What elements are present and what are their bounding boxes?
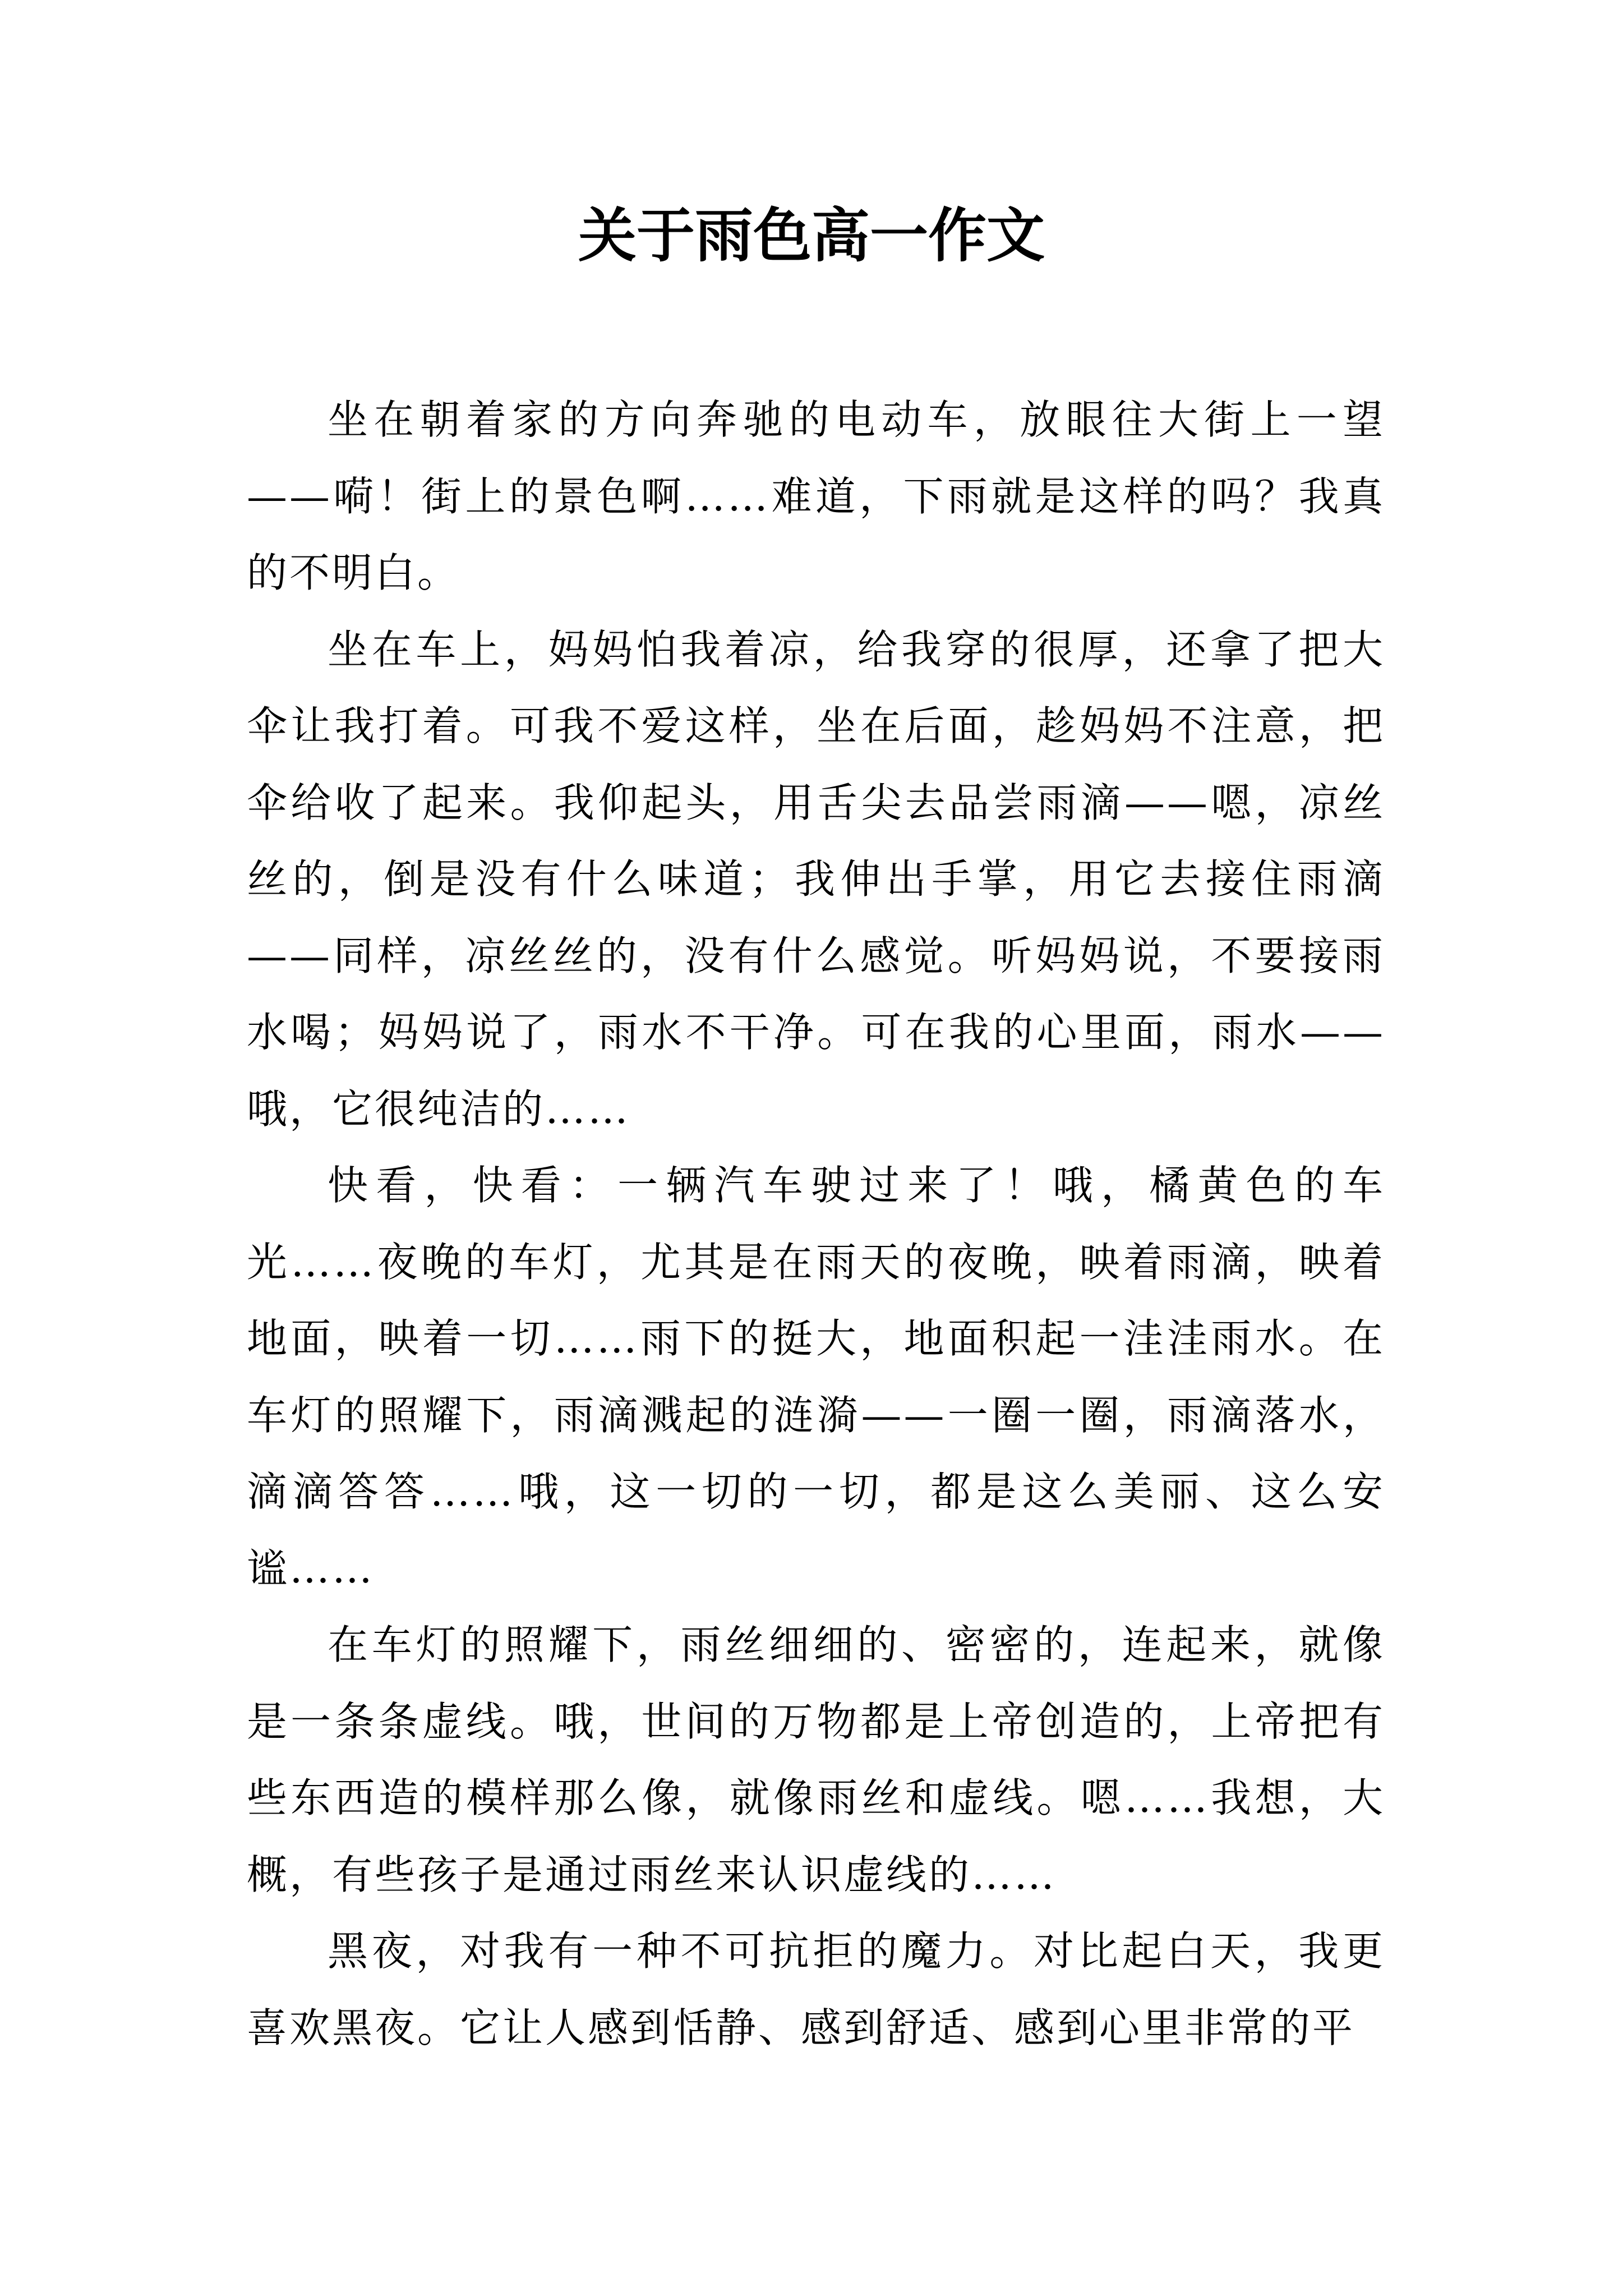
document-body (247, 381, 1385, 2066)
paragraph-4: 在车灯的照耀下，雨丝细细的、密密的，连起来，就像是一条条虚线。哦，世间的万物都是上帝创造的，上帝把有些东西造的模样那么像，就像雨丝和虚线。嗯……我想，大概，有些孩子是通过雨丝来认识虚线的…… (247, 1621, 1385, 1898)
paragraph-1: 坐在朝着家的方向奔驰的电动车，放眼往大街上一望——嗬！街上的景色啊……难道，下雨就是这样的吗？我真的不明白。 (247, 396, 1385, 596)
paragraph-3: 快看，快看：一辆汽车驶过来了！哦，橘黄色的车光……夜晚的车灯，尤其是在雨天的夜晚，映着雨滴，映着地面，映着一切……雨下的挺大，地面积起一洼洼雨水。在车灯的照耀下，雨滴溅起的涟漪——一圈一圈，雨滴落水，滴滴答答……哦，这一切的一切，都是这么美丽、这么安谧…… (247, 1162, 1385, 1592)
paragraph-5: 黑夜，对我有一种不可抗拒的魔力。对比起白天，我更喜欢黑夜。它让人感到恬静、感到舒适、感到心里非常的平 (247, 1927, 1385, 2051)
paragraph-2: 坐在车上，妈妈怕我着凉，给我穿的很厚，还拿了把大伞让我打着。可我不爱这样，坐在后面，趁妈妈不注意，把伞给收了起来。我仰起头，用舌尖去品尝雨滴——嗯，凉丝丝的，倒是没有什么味道；我伸出手掌，用它去接住雨滴——同样，凉丝丝的，没有什么感觉。听妈妈说，不要接雨水喝；妈妈说了，雨水不干净。可在我的心里面，雨水——哦，它很纯洁的…… (247, 625, 1385, 1133)
document-title: 关于雨色高一作文 (578, 201, 1045, 270)
